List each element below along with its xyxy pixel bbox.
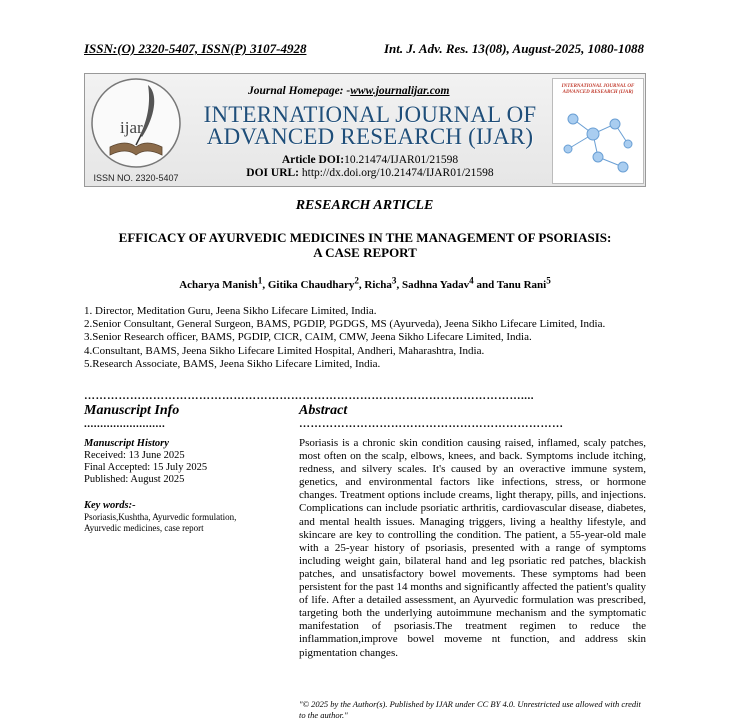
- abstract-divider: ……………………………………………………………: [299, 418, 564, 430]
- journal-header-line: [84, 41, 644, 57]
- journal-title-line1: INTERNATIONAL JOURNAL OF: [203, 102, 537, 127]
- author: Sadhna Yadav$^4$ and: [401, 275, 497, 291]
- keywords: [84, 500, 264, 534]
- article-title-line2: A CASE REPORT: [313, 245, 417, 260]
- doi-block: [200, 154, 540, 180]
- homepage-link[interactable]: www.journalijar.com: [350, 85, 450, 97]
- affiliation-item: 5.Research Associate, BAMS, Jeena Sikho Lifecare Limited, India.: [84, 357, 381, 370]
- manuscript-history: [84, 438, 284, 486]
- affiliation-item: 4.Consultant, BAMS, Jeena Sikho Lifecare Limited Hospital, Andheri, Maharashtra, India.: [84, 344, 485, 357]
- journal-title: [200, 104, 540, 148]
- history-accepted: Final Accepted: 15 July 2025: [84, 462, 208, 473]
- ijar-logo: [86, 75, 186, 185]
- homepage-label: Journal Homepage: -: [248, 85, 351, 97]
- journal-reference: Int. J. Adv. Res. 13(08), August-2025, 1080-1088: [383, 41, 644, 56]
- affiliation-item: 3.Senior Research officer, BAMS, PGDIP, CICR, CAIM, CMW, Jeena Sikho Lifecare Limited, India.: [84, 331, 532, 344]
- affiliations: [84, 305, 646, 371]
- keywords-heading: Key words:-: [84, 500, 136, 511]
- author: Tanu Rani$^5$: [496, 275, 551, 291]
- cover-title: INTERNATIONAL JOURNAL OF ADVANCED RESEARCH (IJAR): [561, 84, 635, 95]
- affiliation-item: 2.Senior Consultant, General Surgeon, BAMS, PGDIP, PGDGS, MS (Ayurveda), Jeena Sikho Lifecare Limited, India.: [84, 318, 606, 331]
- article-title: [84, 230, 646, 260]
- article-title-line1: EFFICACY OF AYURVEDIC MEDICINES IN THE MANAGEMENT OF PSORIASIS:: [118, 230, 612, 245]
- author: Gitika Chaudhary$^2$,: [267, 275, 365, 291]
- manuscript-info-divider: .........................: [84, 418, 166, 430]
- abstract-heading: Abstract: [299, 403, 348, 418]
- affiliation-item: 1. Director, Meditation Guru, Jeena Sikho Lifecare Limited, India.: [84, 305, 377, 317]
- keywords-text: Psoriasis,Kushtha, Ayurvedic formulation, Ayurvedic medicines, case report: [84, 512, 237, 533]
- logo-issn: ISSN NO. 2320-5407: [93, 173, 179, 183]
- section-divider: ……………………………………………………………………………………………………....: [84, 390, 534, 402]
- author: Richa$^3$,: [364, 275, 402, 291]
- manuscript-info-heading: Manuscript Info: [84, 403, 180, 418]
- author-list: [84, 275, 646, 291]
- doi-url[interactable]: http://dx.doi.org/10.21474/IJAR01/21598: [301, 167, 494, 179]
- history-received: Received: 13 June 2025: [84, 450, 185, 461]
- journal-title-line2: ADVANCED RESEARCH (IJAR): [206, 124, 534, 149]
- abstract-text: Psoriasis is a chronic skin condition causing raised, inflamed, scaly patches, most often on the scalp, elbows, knees, and back. Symptoms include itching, redness, and silvery scales. It's caused by an overactive immune system, genetics, and environmental factors like infections, stress, or hormone changes. Treatment options include creams, light therapy, pills, and injections. Complications can include psoriatic arthritis, cardiovascular disease, diabetes, and mental health issues. Managing triggers, living a healthy lifestyle, and skincare are key to controlling the condition. The patient, a 55-year-old male with a 25-year history of psoriasis, presented with a range of symptoms including weight gain, bilateral hand and leg psoriatic red patches, blackish patches, and unsatisfactory bowel movements. These symptoms had been persistent for the past 14 months and significantly affected the patient's quality of life. After a detailed assessment, an Ayurvedic formulation was prescribed, targeting both the underlying autoimmune mechanism and the symptomatic manifestation of psoriasis.The treatment regimen to reduce the inflammation,improve bowel moveme nt function, and address skin pigmentation changes.: [299, 437, 646, 659]
- license-note: "© 2025 by the Author(s). Published by IJAR under CC BY 4.0. Unrestricted use allowed with credit to the author.": [299, 699, 641, 720]
- journal-homepage: [248, 85, 450, 97]
- history-heading: Manuscript History: [84, 438, 169, 449]
- logo-quill-book-icon: [86, 75, 186, 175]
- doi-url-label: DOI URL:: [246, 167, 300, 179]
- article-type: RESEARCH ARTICLE: [295, 198, 434, 213]
- journal-cover-thumbnail: [552, 78, 644, 184]
- author: Acharya Manish$^1$,: [179, 275, 268, 291]
- history-published: Published: August 2025: [84, 474, 185, 485]
- doi-value: 10.21474/IJAR01/21598: [344, 154, 459, 166]
- doi-label: Article DOI:: [281, 154, 345, 166]
- issn-line: ISSN:(O) 2320-5407, ISSN(P) 3107-4928: [84, 41, 307, 56]
- logo-text: ijar: [120, 118, 143, 137]
